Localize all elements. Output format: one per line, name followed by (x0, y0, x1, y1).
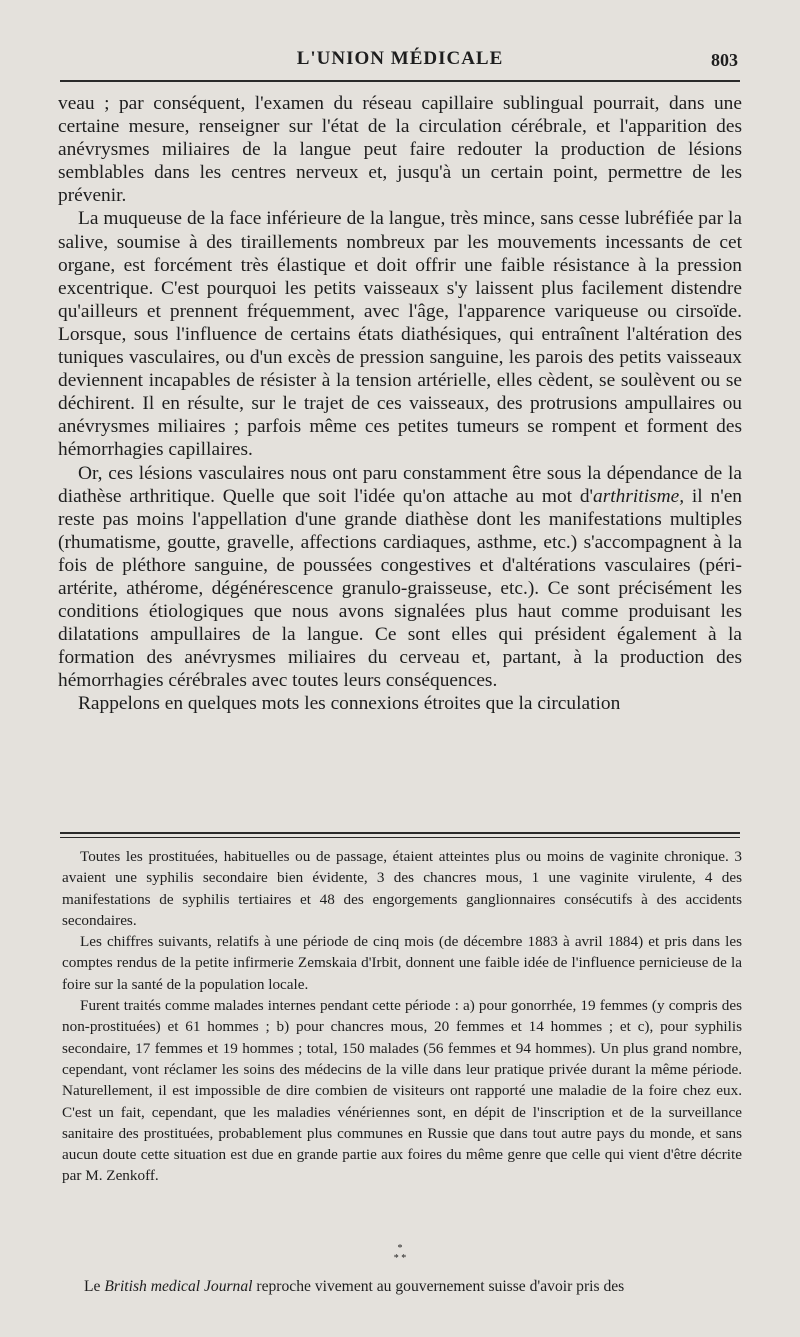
page-number: 803 (711, 50, 738, 70)
paragraph-1: veau ; par conséquent, l'examen du réseau capillaire sublingual pourrait, dans une certaine mesure, renseigner sur l'état de la circulation cérébrale, et l'apparition des anévrysmes miliaires de la langue peut faire redouter la production de lésions semblables dans les centres nerveux et, jusqu'à un certain point, permettre de les prévenir. (58, 93, 742, 207)
paragraph-3-italic: arthritisme, (593, 485, 685, 507)
page-header (60, 46, 740, 76)
paragraph-3 (58, 462, 742, 693)
asterism: * * * (393, 1243, 407, 1264)
running-title: L'UNION MÉDICALE (296, 48, 504, 69)
journal-title: British medical Journal (104, 1278, 253, 1295)
footnotes (62, 846, 742, 1187)
footnote-1: Toutes les prostituées, habituelles ou de passage, étaient atteintes plus ou moins de vaginite chronique. 3 avaient une syphilis secondaire bien évidente, 3 des chancres mous, 1 une vaginite virulente, 4 des manifestations de syphilis tertiaires et 48 des engorgements ganglionnaires consécutifs à des accidents secondaires. (62, 848, 742, 929)
footnote-2: Les chiffres suivants, relatifs à une période de cinq mois (de décembre 1883 à avril 1884) et pris dans les comptes rendus de la petite infirmerie Zemskaia d'Irbit, donnent une faible idée de l'influence pernicieuse de la foire sur la santé de la population locale. (62, 933, 742, 993)
main-text (58, 92, 742, 716)
paragraph-3-end: il n'en reste pas moins l'appellation d'une grande diathèse dont les manifestations multiples (rhumatisme, goutte, gravelle, affections cardiaques, asthme, etc.) s'accompagnent à la fois de pléthore sanguine, de poussées congestives et d'altérations vasculaires (péri-artérite, athérome, dégénérescence granulo-graisseuse, etc.). Ce sont précisément les conditions étiologiques que nous avons signalées plus haut comme produisant les dilatations ampullaires de la langue. Ce sont elles qui président également à la formation des anévrysmes miliaires du cerveau et, partant, à la production des hémorrhagies cérébrales avec toutes leurs conséquences. (58, 485, 742, 692)
bottom-paragraph (62, 1276, 742, 1297)
footnote-rule (60, 832, 740, 838)
paragraph-4: Rappelons en quelques mots les connexions étroites que la circulation (78, 693, 621, 715)
bottom-end: reproche vivement au gouvernement suisse d'avoir pris des (252, 1278, 625, 1295)
bottom-start: Le (84, 1278, 105, 1295)
paragraph-3-start: Or, ces lésions vasculaires nous ont paru constamment être sous la dépendance de la diathèse arthritique. Quelle que soit l'idée qu'on attache au mot d' (58, 462, 742, 507)
header-rule (60, 80, 740, 82)
footnote-3: Furent traités comme malades internes pendant cette période : a) pour gonorrhée, 19 femmes (y compris des non-prostituées) et 61 hommes ; b) pour chancres mous, 20 femmes et 14 hommes ; et c), pour syphilis secondaire, 17 femmes et 19 hommes ; total, 150 malades (56 femmes et 94 hommes). Un plus grand nombre, cependant, vont réclamer les soins des médecins de la ville dans leur pratique privée durant la même période. Naturellement, il est impossible de dire combien de visiteurs ont rapporté une maladie de la foire chez eux. C'est un fait, cependant, que les maladies vénériennes sont, en dépit de l'inscription et de la surveillance sanitaire des prostituées, probablement plus communes en Russie que dans tout autre pays du monde, et sans aucun doute cette situation est due en grande partie aux foires du même genre que celle qui vient d'être décrite par M. Zenkoff. (62, 997, 742, 1185)
paragraph-2: La muqueuse de la face inférieure de la langue, très mince, sans cesse lubréfiée par la salive, soumise à des tiraillements nombreux par les mouvements incessants de cet organe, est forcément très élastique et doit offrir une faible résistance à la pression excentrique. C'est pourquoi les petits vaisseaux s'y laissent plus facilement distendre qu'ailleurs et prennent fréquemment, avec l'âge, l'apparence variqueuse ou cirsoïde. Lorsque, sous l'influence de certains états diathésiques, qui entraînent l'altération des tuniques vasculaires, ou d'un excès de pression sanguine, les parois des petits vaisseaux deviennent incapables de résister à la tension artérielle, elles cèdent, se soulèvent ou se déchirent. Il en résulte, sur le trajet de ces vaisseaux, des protrusions ampullaires ou anévrysmes miliaires ; parfois même ces petites tumeurs se rompent et forment des hémorrhagies capillaires. (58, 208, 742, 461)
